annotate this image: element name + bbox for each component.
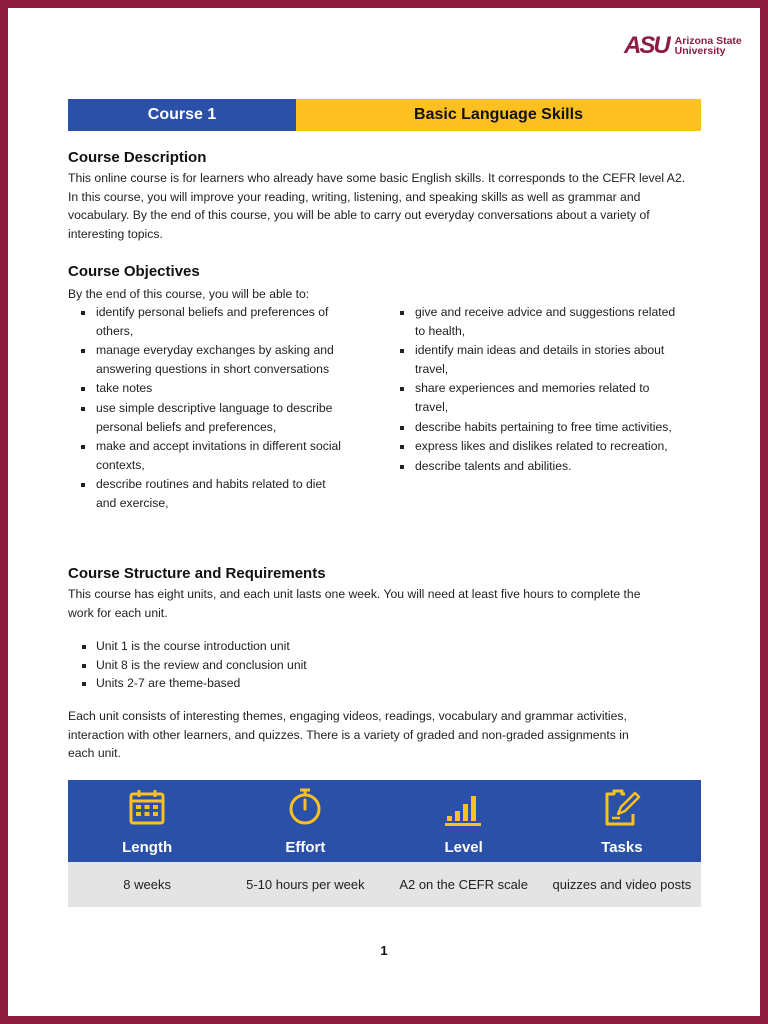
- list-item: Unit 8 is the review and conclusion unit: [68, 656, 468, 675]
- stopwatch-icon: [285, 787, 325, 827]
- units-list: [68, 637, 468, 693]
- course-banner: [68, 99, 701, 131]
- list-item: share experiences and memories related to travel,: [387, 379, 707, 416]
- list-item: describe routines and habits related to diet and exercise,: [68, 475, 368, 512]
- list-item: describe habits pertaining to free time activities,: [387, 418, 707, 437]
- description-heading: Course Description: [68, 149, 207, 166]
- list-item: manage everyday exchanges by asking and answering questions in short conversations: [68, 341, 368, 378]
- objectives-list-left: [68, 303, 368, 514]
- info-value-level: A2 on the CEFR scale: [399, 877, 528, 892]
- list-item: identify main ideas and details in stories about travel,: [387, 341, 707, 378]
- list-item: express likes and dislikes related to recreation,: [387, 437, 707, 456]
- course-number: Course 1: [68, 99, 296, 131]
- page-number: 1: [380, 943, 388, 958]
- document-page: [8, 8, 760, 1016]
- list-item: take notes: [68, 379, 368, 398]
- course-title: Basic Language Skills: [296, 99, 701, 131]
- structure-heading: Course Structure and Requirements: [68, 565, 326, 582]
- structure-outro: Each unit consists of interesting themes, engaging videos, readings, vocabulary and grammar activities, interaction with other learners, and quizzes. There is a variety of graded and non-graded assignments in each unit.: [68, 709, 629, 761]
- list-item: identify personal beliefs and preferences of others,: [68, 303, 368, 340]
- list-item: Unit 1 is the course introduction unit: [68, 637, 468, 656]
- info-cell-tasks: [543, 780, 701, 862]
- info-value-length: 8 weeks: [123, 877, 171, 892]
- list-item: Units 2-7 are theme-based: [68, 674, 468, 693]
- objectives-heading: Course Objectives: [68, 263, 200, 280]
- course-info-table: [68, 780, 701, 907]
- info-value-tasks: quizzes and video posts: [552, 877, 692, 892]
- info-label-length: Length: [122, 839, 173, 856]
- clipboard-edit-icon: [602, 787, 642, 827]
- info-value-effort: 5-10 hours per week: [246, 877, 365, 892]
- list-item: give and receive advice and suggestions related to health,: [387, 303, 707, 340]
- description-text: This online course is for learners who already have some basic English skills. It corresponds to the CEFR level A2. In this course, you will improve your reading, writing, listening, and speaking skills as well as grammar and vocabulary. By the end of this course, you will be able to carry out everyday conversations about a variety of interesting topics.: [68, 171, 686, 241]
- calendar-icon: [127, 787, 167, 827]
- info-header-row: [68, 780, 701, 862]
- objectives-intro: By the end of this course, you will be able to:: [68, 287, 310, 301]
- list-item: make and accept invitations in different social contexts,: [68, 437, 368, 474]
- asu-logo-text: Arizona State University: [674, 34, 742, 57]
- asu-logo-mark: ASU: [624, 32, 669, 59]
- list-item: use simple descriptive language to describe personal beliefs and preferences,: [68, 399, 368, 436]
- info-label-level: Level: [444, 839, 483, 856]
- bar-chart-icon: [444, 787, 484, 827]
- info-cell-level: [385, 780, 543, 862]
- structure-intro: This course has eight units, and each unit lasts one week. You will need at least five hours to complete the work for each unit.: [68, 587, 641, 620]
- info-label-effort: Effort: [285, 839, 326, 856]
- info-value-row: [68, 862, 701, 907]
- info-cell-effort: [226, 780, 384, 862]
- objectives-list-right: [387, 303, 707, 476]
- info-cell-length: [68, 780, 226, 862]
- list-item: describe talents and abilities.: [387, 457, 707, 476]
- info-label-tasks: Tasks: [601, 839, 643, 856]
- asu-logo: [624, 34, 742, 58]
